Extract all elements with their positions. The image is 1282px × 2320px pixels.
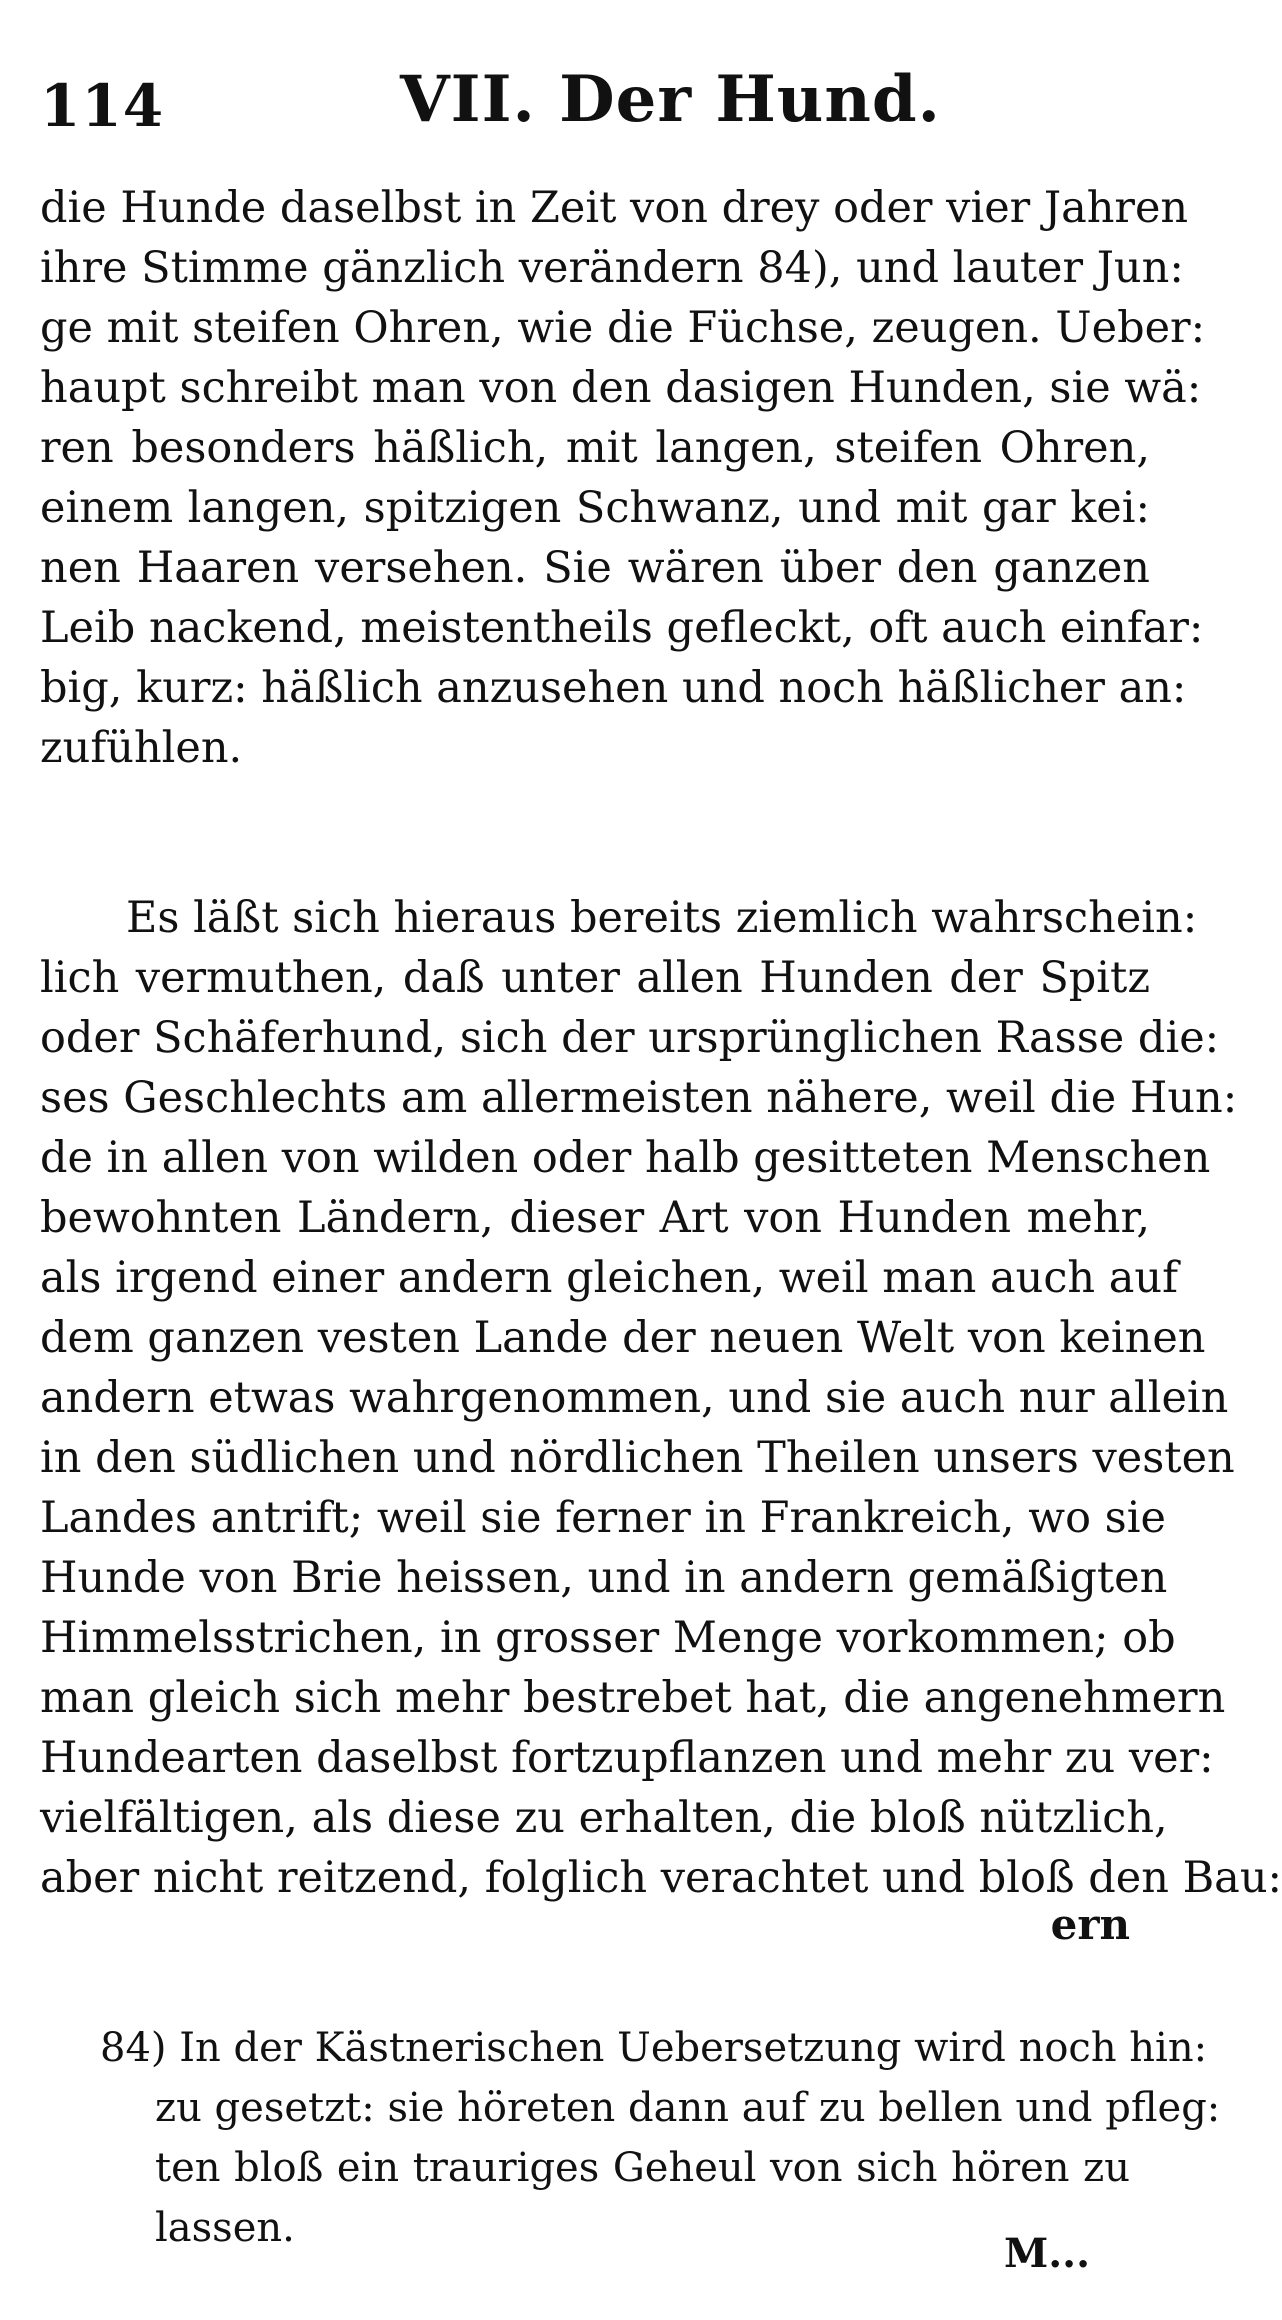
text-line: big, kurz: häßlich anzusehen und noch häßlicher an: xyxy=(40,663,1187,713)
text-line: man gleich sich mehr bestrebet hat, die angenehmern xyxy=(40,1673,1226,1723)
text-line: ge mit steifen Ohren, wie die Füchse, zeugen. Ueber: xyxy=(40,303,1206,353)
text-line: Hunde von Brie heissen, und in andern gemäßigten xyxy=(40,1553,1168,1603)
text-line: andern etwas wahrgenommen, und sie auch nur allein xyxy=(40,1373,1229,1423)
text-line: Leib nackend, meistentheils gefleckt, oft auch einfar: xyxy=(40,603,1204,653)
text-line: ren besonders häßlich, mit langen, steifen Ohren, xyxy=(40,423,1150,473)
footnote-line: 84) In der Kästnerischen Uebersetzung wird noch hin: xyxy=(100,2025,1208,2071)
page-number: 114 xyxy=(40,72,165,140)
text-line: aber nicht reitzend, folglich verachtet und bloß den Bau: xyxy=(40,1853,1282,1903)
text-line: als irgend einer andern gleichen, weil man auch auf xyxy=(40,1253,1179,1303)
text-line: bewohnten Ländern, dieser Art von Hunden mehr, xyxy=(40,1193,1150,1243)
footnote-line: ten bloß ein trauriges Geheul von sich hören zu xyxy=(155,2145,1130,2191)
paragraph-2 xyxy=(40,888,1282,1908)
text-line: de in allen von wilden oder halb gesitteten Menschen xyxy=(40,1133,1211,1183)
text-line: nen Haaren versehen. Sie wären über den ganzen xyxy=(40,543,1150,593)
page-header xyxy=(40,62,1150,152)
paragraph-spacer xyxy=(40,778,1150,888)
text-line: Hundearten daselbst fortzupflanzen und mehr zu ver: xyxy=(40,1733,1214,1783)
text-line: oder Schäferhund, sich der ursprünglichen Rasse die: xyxy=(40,1013,1220,1063)
text-line: die Hunde daselbst in Zeit von drey oder vier Jahren xyxy=(40,183,1189,233)
text-line: ihre Stimme gänzlich verändern 84), und lauter Jun: xyxy=(40,243,1184,293)
text-line: dem ganzen vesten Lande der neuen Welt von keinen xyxy=(40,1313,1206,1363)
text-line: Es läßt sich hieraus bereits ziemlich wahrschein: xyxy=(126,893,1198,943)
text-line: vielfältigen, als diese zu erhalten, die bloß nützlich, xyxy=(40,1793,1168,1843)
paragraph-1 xyxy=(40,178,1206,778)
footnote-line: zu gesetzt: sie höreten dann auf zu bellen und pfleg: xyxy=(155,2085,1221,2131)
catchword: ern xyxy=(1050,1900,1130,1949)
text-line: ses Geschlechts am allermeisten nähere, weil die Hun: xyxy=(40,1073,1238,1123)
text-line: Himmelsstrichen, in grosser Menge vorkommen; ob xyxy=(40,1613,1176,1663)
text-line: in den südlichen und nördlichen Theilen unsers vesten xyxy=(40,1433,1235,1483)
text-line: zufühlen. xyxy=(40,723,243,773)
running-head: VII. Der Hund. xyxy=(400,62,941,137)
footnote-line: lassen. xyxy=(155,2205,295,2251)
footnote xyxy=(100,2018,1221,2258)
body-text xyxy=(40,178,1282,1908)
text-line: lich vermuthen, daß unter allen Hunden der Spitz xyxy=(40,953,1150,1003)
text-line: haupt schreibt man von den dasigen Hunden, sie wä: xyxy=(40,363,1202,413)
text-line: Landes antrift; weil sie ferner in Frankreich, wo sie xyxy=(40,1493,1166,1543)
text-line: einem langen, spitzigen Schwanz, und mit gar kei: xyxy=(40,483,1150,533)
signature-mark: M... xyxy=(1003,2230,1090,2277)
